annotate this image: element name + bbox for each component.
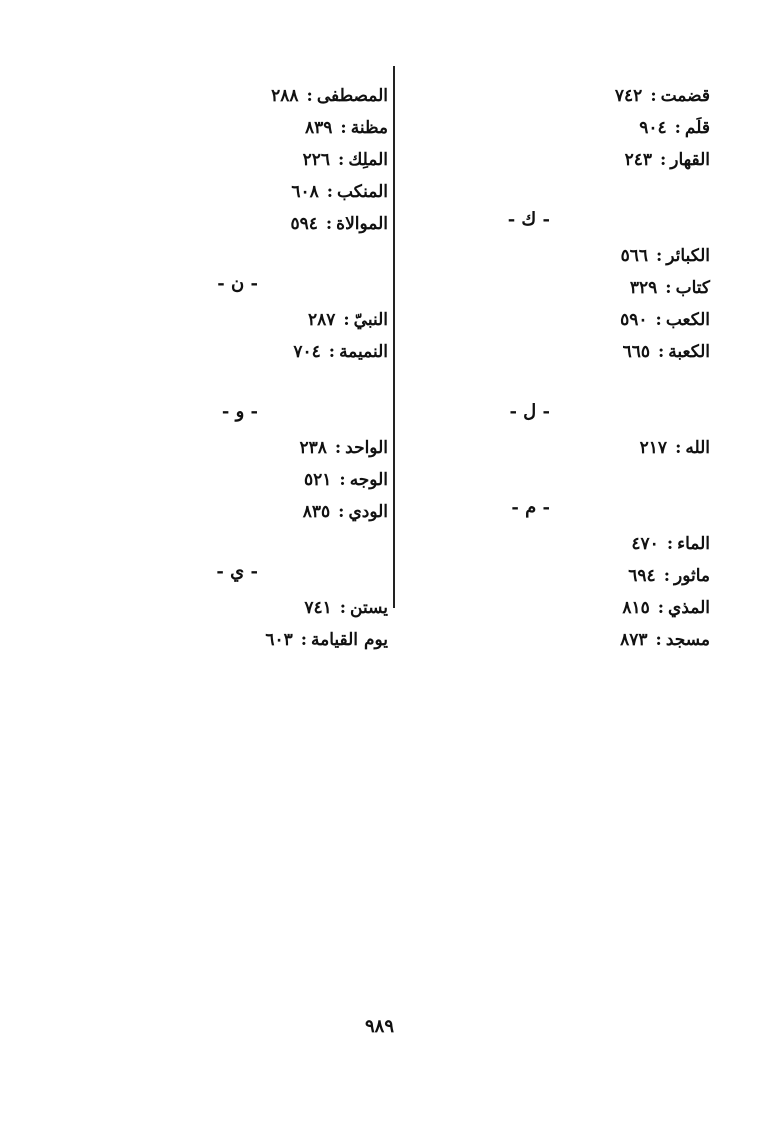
index-entry	[520, 432, 710, 464]
page-reference: ٣٢٩	[629, 278, 658, 298]
page-reference: ٦٩٤	[628, 566, 656, 586]
index-term: مسجد	[665, 630, 710, 650]
section-gap	[200, 528, 388, 554]
index-column-left	[200, 80, 388, 656]
section-gap	[520, 464, 710, 490]
section-gap	[520, 176, 710, 202]
index-entry	[520, 112, 710, 144]
index-term: ماثور	[673, 566, 710, 586]
term-separator: :	[663, 566, 670, 586]
letter-heading: - ي -	[216, 561, 258, 582]
term-separator: :	[339, 470, 346, 490]
index-entry	[520, 80, 710, 112]
index-term: مظنة	[350, 118, 388, 138]
index-term: كتاب	[675, 278, 710, 298]
page-number: ٩٨٩	[364, 1016, 394, 1037]
page-reference: ٧٤٢	[614, 86, 643, 106]
page-reference: ٥٢١	[304, 470, 332, 490]
term-separator: :	[338, 502, 345, 522]
term-separator: :	[666, 534, 674, 554]
term-separator: :	[655, 630, 662, 650]
page-reference: ٢٣٨	[299, 438, 327, 458]
term-separator: :	[306, 86, 313, 106]
letter-heading: - ك -	[507, 209, 550, 230]
section-gap	[200, 368, 388, 394]
page-reference: ٨٧٣	[620, 630, 648, 650]
page-reference: ٥٩٠	[620, 310, 648, 330]
page-reference: ٩٠٤	[639, 118, 667, 138]
page-reference: ٢١٧	[639, 438, 668, 458]
index-term: الله	[685, 438, 710, 458]
page-reference: ٦٦٥	[622, 342, 650, 362]
index-term: الكعبة	[668, 342, 710, 362]
page-reference: ٨٣٩	[305, 118, 333, 138]
page-reference: ٥٦٦	[620, 246, 648, 266]
term-separator: :	[300, 630, 307, 650]
index-entry	[200, 176, 388, 208]
index-term: الودي	[348, 502, 388, 522]
letter-heading: - م -	[511, 497, 550, 518]
page-reference: ٢٨٨	[271, 86, 299, 106]
page-reference: ٦٠٨	[291, 182, 319, 202]
term-separator: :	[656, 246, 663, 266]
page-reference: ٢٨٧	[307, 310, 336, 330]
index-term: النبيّ	[353, 310, 388, 330]
index-entry	[200, 208, 388, 240]
index-entry	[200, 144, 388, 176]
section-gap	[200, 240, 388, 266]
term-separator: :	[326, 182, 334, 202]
index-entry	[520, 240, 710, 272]
term-separator: :	[657, 598, 665, 618]
letter-heading: - ل -	[509, 401, 550, 422]
index-term: يوم القيامة	[311, 630, 388, 650]
term-separator: :	[325, 214, 333, 234]
index-term: الكعب	[665, 310, 710, 330]
index-term: القهار	[670, 150, 710, 170]
index-term: المنكب	[337, 182, 388, 202]
index-entry	[200, 464, 388, 496]
index-entry	[520, 272, 710, 304]
term-separator: :	[665, 278, 672, 298]
index-term: قضمت	[660, 86, 710, 106]
term-separator: :	[338, 150, 345, 170]
index-entry	[200, 496, 388, 528]
index-term: الوجه	[349, 470, 388, 490]
index-entry	[520, 144, 710, 176]
index-term: يستن	[350, 598, 388, 618]
page-reference: ٤٧٠	[631, 534, 659, 554]
index-entry	[520, 592, 710, 624]
index-entry	[520, 624, 710, 656]
index-entry	[200, 624, 388, 656]
index-entry	[520, 304, 710, 336]
index-entry	[200, 592, 388, 624]
page-reference: ٢٤٣	[624, 150, 652, 170]
index-term: المصطفى	[316, 86, 388, 106]
page-reference: ٨١٥	[622, 598, 650, 618]
page-reference: ٧٠٤	[293, 342, 321, 362]
term-separator: :	[328, 342, 336, 362]
index-term: الكبائر	[666, 246, 710, 266]
term-separator: :	[659, 150, 667, 170]
index-entry	[200, 304, 388, 336]
index-entry	[520, 336, 710, 368]
index-term: الواحد	[345, 438, 388, 458]
column-divider	[393, 66, 395, 608]
term-separator: :	[655, 310, 662, 330]
index-term: الملِك	[348, 150, 388, 170]
term-separator: :	[657, 342, 665, 362]
page-reference: ٢٢٦	[302, 150, 331, 170]
index-entry	[200, 432, 388, 464]
page-reference: ٨٣٥	[302, 502, 331, 522]
letter-heading: - ن -	[217, 273, 258, 294]
index-entry	[200, 112, 388, 144]
index-column-right	[507, 80, 710, 656]
index-entry	[200, 80, 388, 112]
index-entry	[520, 560, 710, 592]
index-term: الماء	[677, 534, 710, 554]
index-term: النميمة	[339, 342, 388, 362]
term-separator: :	[650, 86, 657, 106]
index-term: قلَم	[684, 118, 710, 138]
term-separator: :	[339, 598, 347, 618]
index-term: الموالاة	[336, 214, 388, 234]
section-gap	[520, 368, 710, 394]
term-separator: :	[340, 118, 347, 138]
term-separator: :	[675, 438, 682, 458]
term-separator: :	[674, 118, 681, 138]
term-separator: :	[334, 438, 342, 458]
index-entry	[200, 336, 388, 368]
index-entry	[520, 528, 710, 560]
page-reference: ٧٤١	[304, 598, 332, 618]
term-separator: :	[343, 310, 350, 330]
index-term: المذي	[668, 598, 710, 618]
page-reference: ٥٩٤	[290, 214, 318, 234]
letter-heading: - و -	[221, 401, 258, 422]
page-reference: ٦٠٣	[265, 630, 293, 650]
